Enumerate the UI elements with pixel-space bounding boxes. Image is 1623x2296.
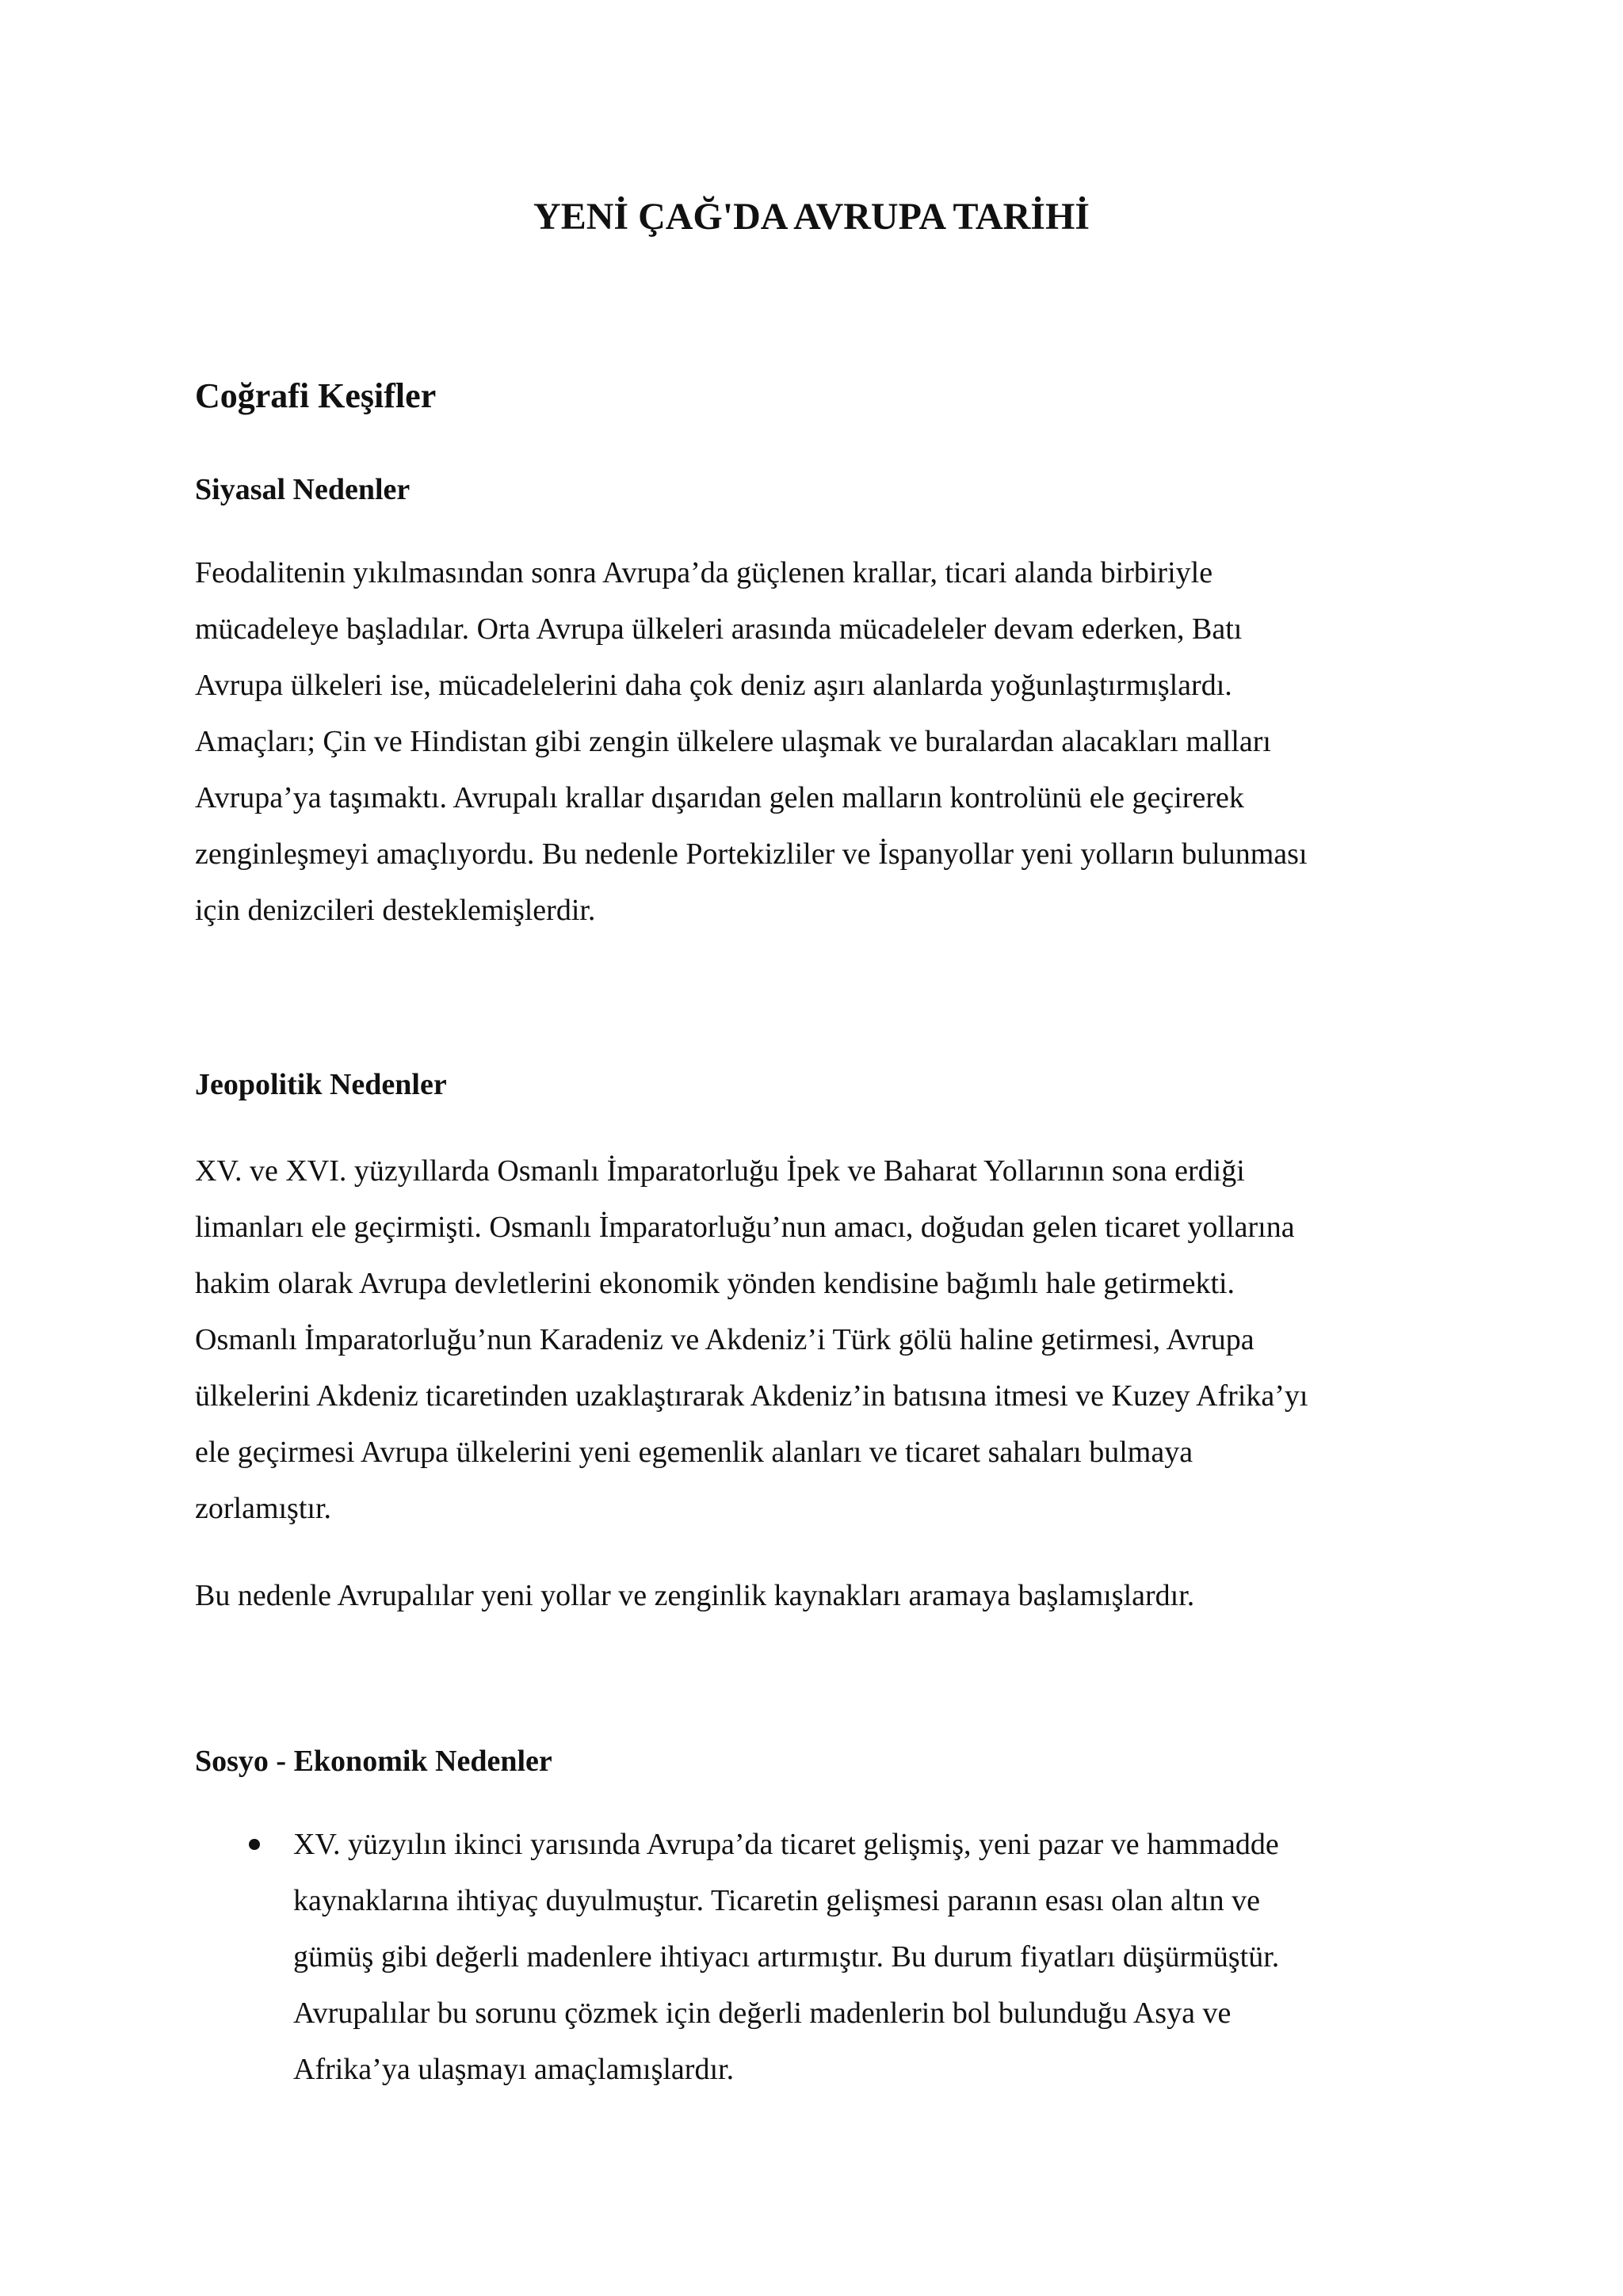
paragraph-line: limanları ele geçirmişti. Osmanlı İmparatorluğu’nun amacı, doğudan gelen ticaret yollarına xyxy=(195,1211,1295,1244)
paragraph-line: Feodalitenin yıkılmasından sonra Avrupa’da güçlenen krallar, ticari alanda birbiriyle xyxy=(195,556,1213,589)
paragraph-line: Amaçları; Çin ve Hindistan gibi zengin ülkelere ulaşmak ve buralardan alacakları malları xyxy=(195,725,1271,758)
subsection-heading-jeopolitik: Jeopolitik Nedenler xyxy=(195,1068,447,1101)
paragraph-line: zenginleşmeyi amaçlıyordu. Bu nedenle Portekizliler ve İspanyollar yeni yolların bulunması xyxy=(195,837,1308,871)
list-item xyxy=(195,1817,1463,2098)
paragraph-line: zorlamıştır. xyxy=(195,1492,332,1525)
paragraph-line: mücadeleye başladılar. Orta Avrupa ülkeleri arasında mücadeleler devam ederken, Batı xyxy=(195,612,1243,646)
bullet-line: XV. yüzyılın ikinci yarısında Avrupa’da ticaret gelişmiş, yeni pazar ve hammadde xyxy=(293,1828,1279,1861)
bullet-line: Avrupalılar bu sorunu çözmek için değerli madenlerin bol bulunduğu Asya ve xyxy=(293,1997,1232,2030)
paragraph-jeopolitik xyxy=(195,1143,1463,1537)
bullet-icon xyxy=(249,1839,260,1850)
paragraph-jeopolitik-conclusion xyxy=(195,1568,1463,1624)
bullet-list xyxy=(195,1817,1463,2098)
paragraph-line: ülkelerini Akdeniz ticaretinden uzaklaştırarak Akdeniz’in batısına itmesi ve Kuzey Afrika’yı xyxy=(195,1379,1308,1413)
bullet-line: kaynaklarına ihtiyaç duyulmuştur. Ticaretin gelişmesi paranın esası olan altın ve xyxy=(293,1884,1260,1917)
paragraph-line: için denizcileri desteklemişlerdir. xyxy=(195,894,596,927)
paragraph-line: Osmanlı İmparatorluğu’nun Karadeniz ve Akdeniz’i Türk gölü haline getirmesi, Avrupa xyxy=(195,1323,1254,1356)
paragraph-line: hakim olarak Avrupa devletlerini ekonomik yönden kendisine bağımlı hale getirmekti. xyxy=(195,1267,1235,1300)
bullet-line: gümüş gibi değerli madenlere ihtiyacı artırmıştır. Bu durum fiyatları düşürmüştür. xyxy=(293,1940,1280,1974)
document-title: YENİ ÇAĞ'DA AVRUPA TARİHİ xyxy=(533,196,1090,238)
paragraph-line: Bu nedenle Avrupalılar yeni yollar ve zenginlik kaynakları aramaya başlamışlardır. xyxy=(195,1579,1195,1612)
paragraph-siyasal xyxy=(195,545,1463,939)
paragraph-line: ele geçirmesi Avrupa ülkelerini yeni egemenlik alanları ve ticaret sahaları bulmaya xyxy=(195,1436,1193,1469)
paragraph-line: Avrupa ülkeleri ise, mücadelelerini daha çok deniz aşırı alanlarda yoğunlaştırmışlardı. xyxy=(195,669,1232,702)
subsection-heading-siyasal: Siyasal Nedenler xyxy=(195,473,411,506)
subsection-heading-sosyo-ekonomik: Sosyo - Ekonomik Nedenler xyxy=(195,1745,552,1778)
bullet-line: Afrika’ya ulaşmayı amaçlamışlardır. xyxy=(293,2053,735,2086)
paragraph-line: XV. ve XVI. yüzyıllarda Osmanlı İmparatorluğu İpek ve Baharat Yollarının sona erdiği xyxy=(195,1154,1245,1188)
section-heading: Coğrafi Keşifler xyxy=(195,376,437,415)
paragraph-line: Avrupa’ya taşımaktı. Avrupalı krallar dışarıdan gelen malların kontrolünü ele geçirerek xyxy=(195,781,1244,814)
